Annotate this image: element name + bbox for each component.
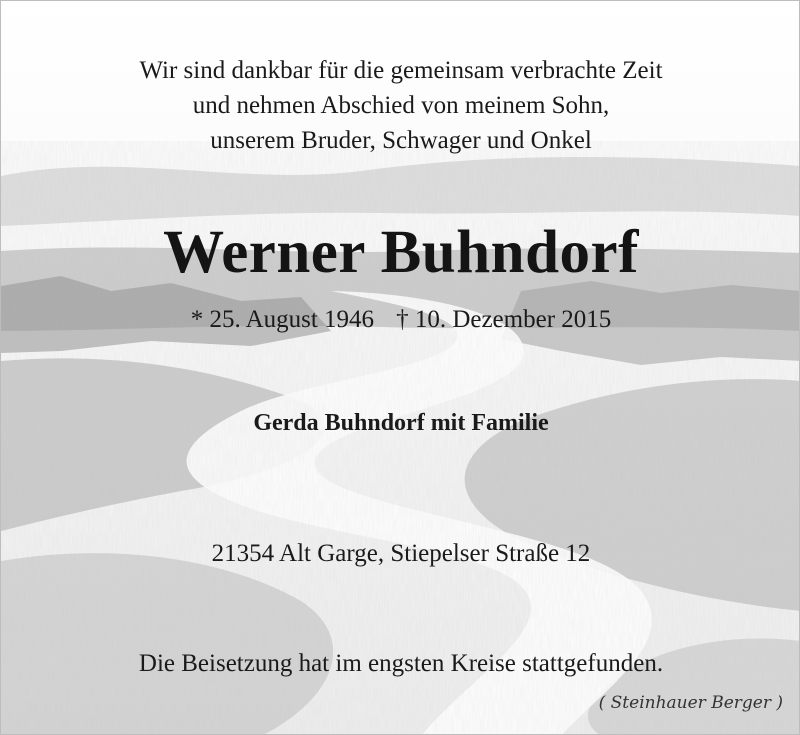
intro-line: und nehmen Abschied von meinem Sohn, <box>192 92 610 119</box>
life-dates <box>1 303 800 337</box>
intro-line: unserem Bruder, Schwager und Onkel <box>210 127 592 154</box>
family-signature: Gerda Buhndorf mit Familie <box>253 410 549 436</box>
death-date: † 10. Dezember 2015 <box>396 306 612 333</box>
intro-text <box>1 53 800 158</box>
burial-note: Die Beisetzung hat im engsten Kreise stattgefunden. <box>138 650 664 677</box>
notice-text <box>1 1 800 735</box>
intro-line: Wir sind dankbar für die gemeinsam verbrachte Zeit <box>139 57 663 84</box>
deceased-name: Werner Buhndorf <box>163 219 639 286</box>
design-credit: ( Steinhauer Berger ) <box>598 693 783 713</box>
address: 21354 Alt Garge, Stiepelser Straße 12 <box>211 540 591 567</box>
birth-date: * 25. August 1946 <box>190 306 375 333</box>
